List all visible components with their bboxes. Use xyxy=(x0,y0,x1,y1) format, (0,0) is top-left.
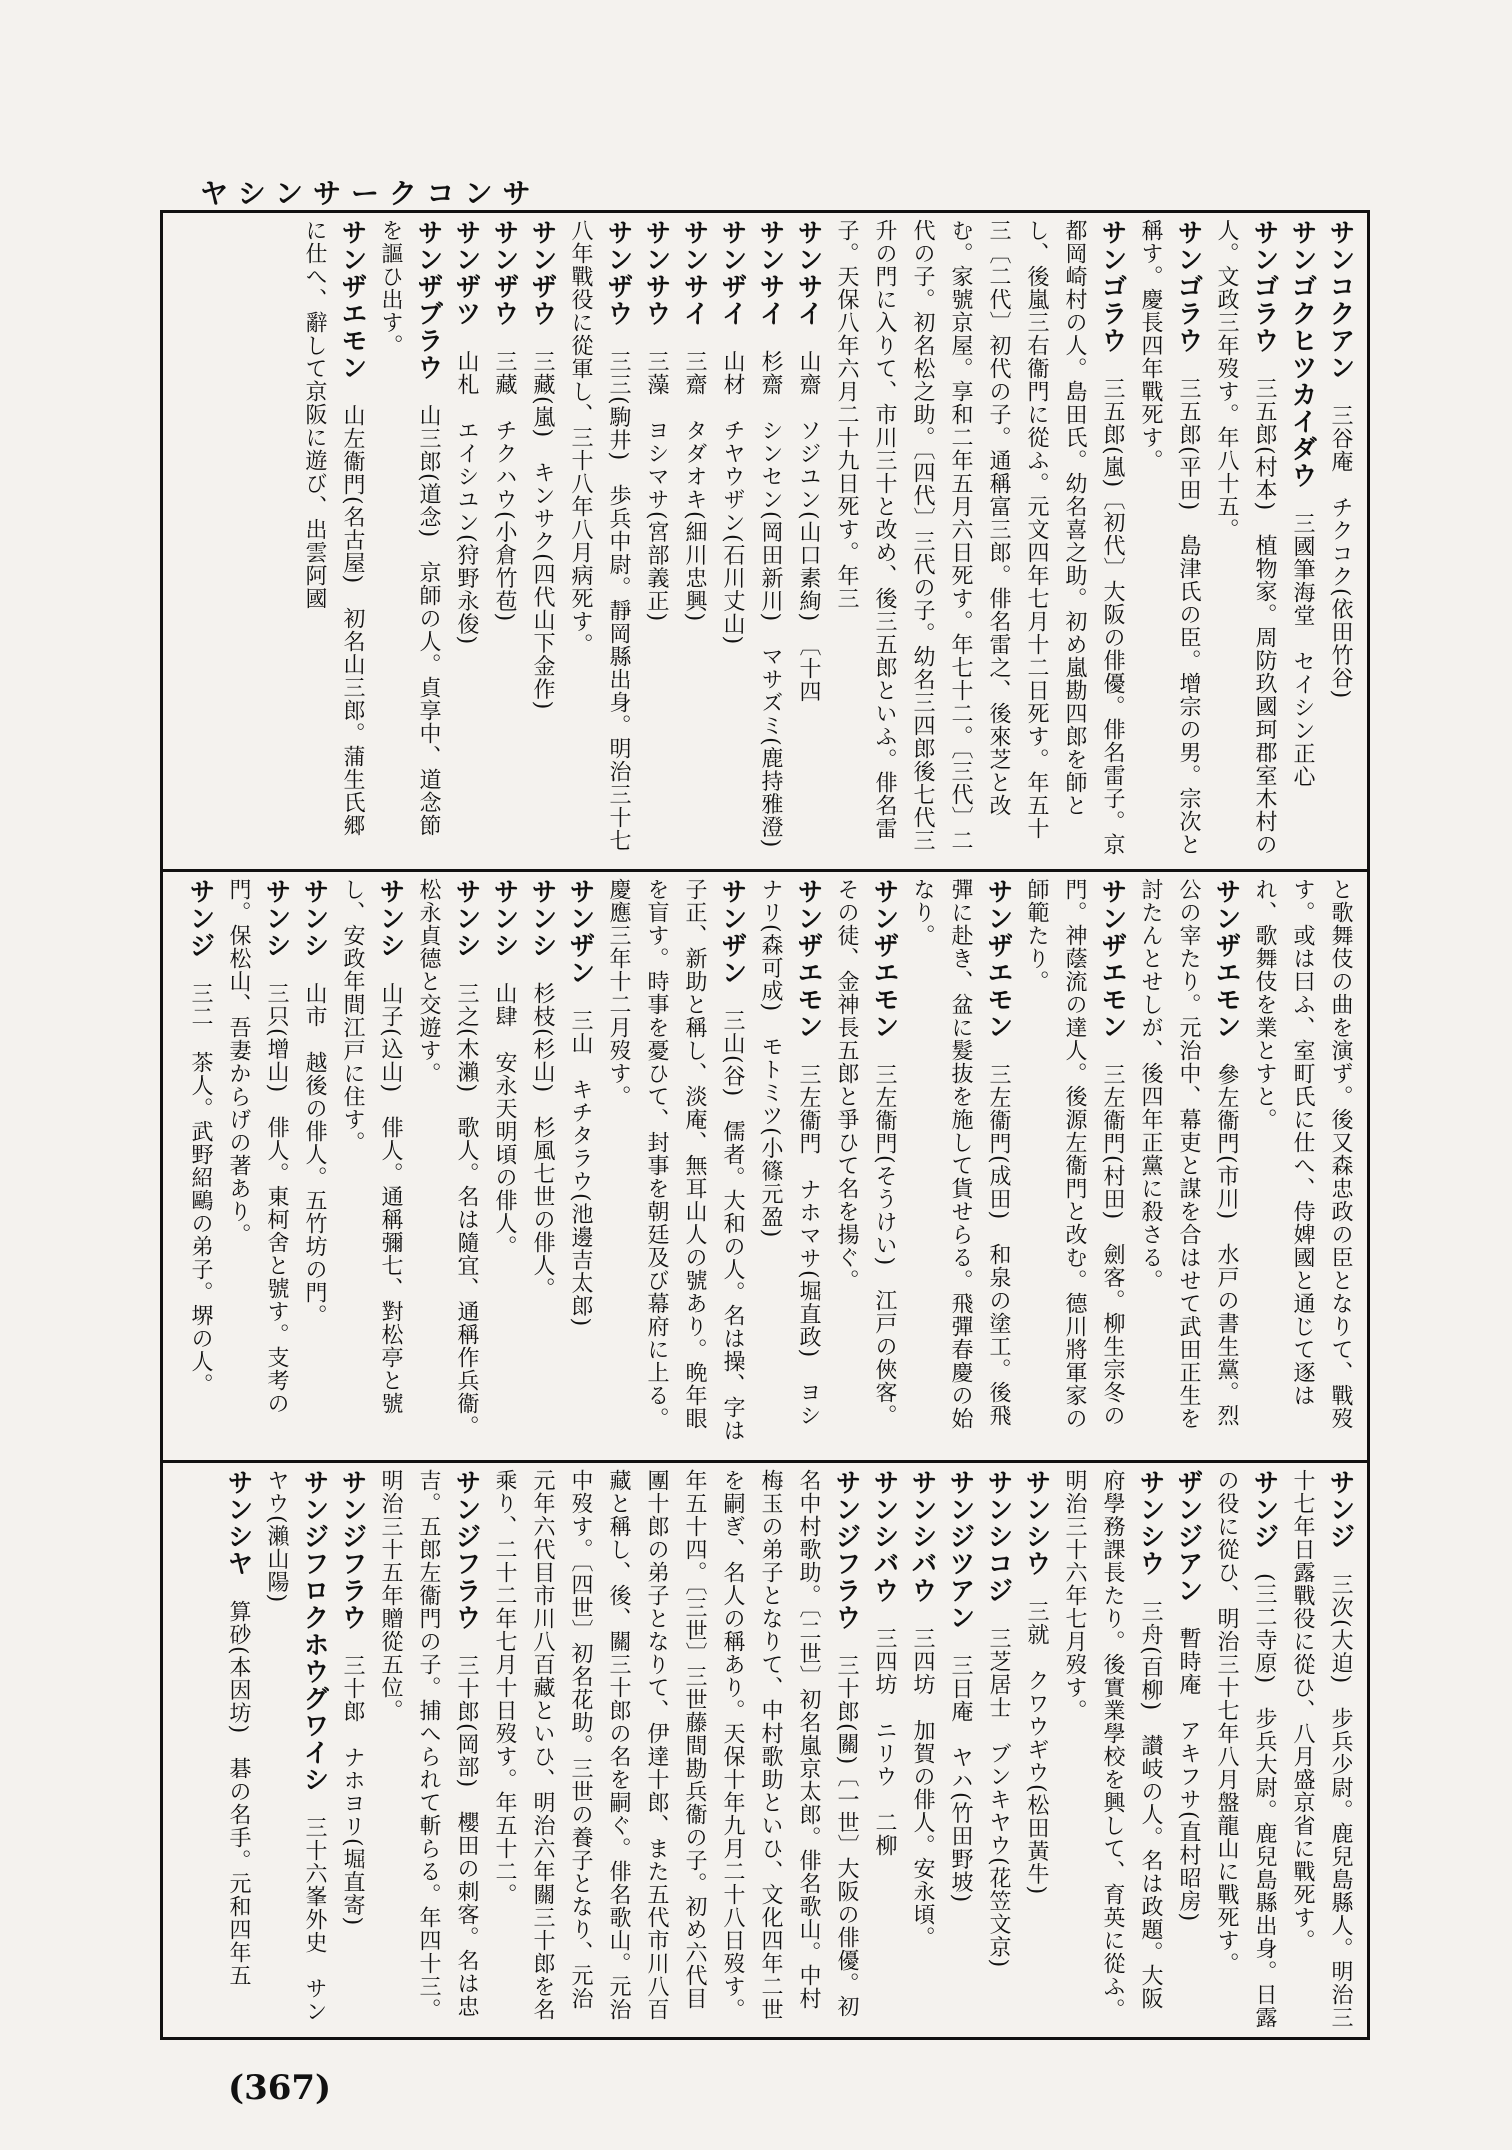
entry-headword: サンザツ xyxy=(451,219,481,327)
entry-text: 山肆 安永天明頃の俳人。 xyxy=(492,982,517,1258)
entry-headword: サンザウ xyxy=(527,219,557,327)
entry-headword: サンザウ xyxy=(489,219,519,327)
entry-headword: サンサイ xyxy=(679,219,709,327)
entry-headword: サンジフラウ xyxy=(337,1469,367,1631)
entry-headword: サンジフラウ xyxy=(831,1469,861,1631)
entry-text: 山子(込山) 俳人。通稱彌七、對松亭と號し、安政年間江戸に住す。 xyxy=(340,878,403,1416)
entry-text: 三舟(百柳) 讃岐の人。名は政題。大阪府學務課長たり。後實業學校を興して、育英に從ふ。明治三十六年七月歿す。 xyxy=(1062,1469,1163,2021)
dictionary-entry xyxy=(485,219,523,857)
entry-text: 三只(增山) 俳人。東柯舍と號す。支考の門。保松山、吾妻からげの著あり。 xyxy=(226,878,289,1416)
entry-text: 杉枝(杉山) 杉風七世の俳人。 xyxy=(530,982,555,1301)
dictionary-entry xyxy=(561,878,599,1448)
dictionary-entry xyxy=(485,1469,865,2031)
entry-headword: サンサイ xyxy=(793,219,823,327)
dictionary-entry xyxy=(1169,1469,1207,2031)
dictionary-entry xyxy=(447,219,485,857)
entry-text: 三藏 チクハウ(小倉竹苞) xyxy=(492,350,517,623)
dictionary-entry xyxy=(1055,1469,1169,2031)
entry-text: 三就 クワウギウ(松田黃牛) xyxy=(1024,1600,1049,1896)
dictionary-entry xyxy=(257,1469,333,2031)
band-lower xyxy=(163,1460,1367,2037)
entry-text: 三十郎(關)〔一世〕大阪の俳優。初名中村歌助。〔二世〕初名嵐京太郎。俳名歌山。中村梅玉の弟子となりて、中村歌助といひ、文化四年二世を嗣ぎ、名人の稱あり。天保十年九月二十八日歿す。年五十四。〔三世〕三世藤間勘兵衞の子。初め六代目團十郎の弟子となりて、伊達十郎、また五代市川八百藏と稱し、後、關三十郎の名を嗣ぐ。俳名歌山。元治中歿す。〔四世〕初名花助。三世の養子となり、元治元年六代目市川八百藏といひ、明治六年關三十郎を名乘り、二十二年七月十日歿す。年五十二。 xyxy=(492,1469,859,2021)
entry-headword: サンシ xyxy=(527,878,557,959)
dictionary-entry xyxy=(295,219,371,857)
dictionary-frame xyxy=(160,210,1370,2040)
dictionary-entry xyxy=(903,878,1017,1448)
entry-text: 三山(谷) 儒者。大和の人。名は操、字は子正、新助と稱し、淡庵、無耳山人の號あり。晩年眼を盲す。時事を憂ひて、封事を朝廷及び幕府に上る。慶應三年十二月歿す。 xyxy=(606,878,745,1443)
dictionary-entry xyxy=(1017,1469,1055,2031)
dictionary-entry xyxy=(1207,1469,1283,2031)
dictionary-entry xyxy=(599,878,751,1448)
entry-text: 杉齋 シンセン(岡田新川) マサズミ(鹿持雅澄) xyxy=(758,350,783,849)
entry-headword: サンゴクヒツカイダウ xyxy=(1287,219,1317,489)
dictionary-entry xyxy=(219,878,295,1448)
entry-text: 三芝居士 ブンキヤウ(花笠文京) xyxy=(986,1627,1011,1969)
entry-text: 山市 越後の俳人。五竹坊の門。 xyxy=(302,982,327,1327)
band-upper xyxy=(163,213,1367,863)
entry-headword: サンジツアン xyxy=(945,1469,975,1631)
entry-headword: サンザン xyxy=(717,878,747,986)
entry-text: 三五郎(平田) 島津氏の臣。增宗の男。宗次と稱す。慶長四年戰死す。 xyxy=(1138,219,1201,857)
entry-text: 山齋 ソジユン(山口素絢) 〔十四 xyxy=(796,350,821,704)
dictionary-entry xyxy=(865,1469,903,2031)
entry-text: 山左衞門(名古屋) 初名山三郎。蒲生氏郷に仕へ、辭して京阪に遊び、出雲阿國 xyxy=(302,219,365,838)
entry-headword: サンザエモン xyxy=(337,219,367,381)
entry-headword: サンゴラウ xyxy=(1173,219,1203,354)
entry-headword: サンジ xyxy=(1325,1469,1355,1550)
entry-headword: サンシ xyxy=(261,878,291,959)
entry-text: 三次(大迫) 步兵少尉。鹿兒島縣人。明治三十七年日露戰役に從ひ、八月盛京省に戰死す。 xyxy=(1290,1469,1353,2030)
entry-headword: サンコクアン xyxy=(1325,219,1355,381)
entry-headword: サンジ xyxy=(185,878,215,959)
entry-headword: ザンジアン xyxy=(1173,1469,1203,1604)
dictionary-entry xyxy=(371,1469,485,2031)
dictionary-entry xyxy=(1283,1469,1359,2031)
entry-text: 山三郎(道念) 京師の人。貞享中、道念節を謳ひ出す。 xyxy=(378,219,441,838)
entry-text: 山材 チヤウザン(石川丈山) xyxy=(720,350,745,646)
entry-text: 山札 エイシユン(狩野永俊) xyxy=(454,350,479,646)
entry-text: 三五郎(嵐)〔初代〕大阪の俳優。俳名雷子。京都岡崎村の人。島田氏。幼名喜之助。初め嵐勘四郎を師とし、後嵐三右衞門に從ふ。元文四年七月十二日死す。年五十三〔二代〕初代の子。通稱富三郎。俳名雷之、後來芝と改む。家號京屋。享和二年五月六日死す。年七十二。〔三代〕二代の子。初名松之助。〔四代〕三代の子。幼名三四郎後七代三升の門に入りて、市川三十と改め、後三五郎といふ。俳名雷子。天保八年六月二十九日死す。年三 xyxy=(834,219,1125,857)
entry-text: 參左衞門(市川) 水戸の書生黨。烈公の宰たり。元治中、幕吏と謀を合はせて武田正生を討たんとせしが、後四年正黨に殺さる。 xyxy=(1138,878,1239,1430)
entry-text: 三二 茶人。武野紹鷗の弟子。堺の人。 xyxy=(188,982,213,1396)
entry-headword: サンザン xyxy=(565,878,595,986)
dictionary-entry xyxy=(903,1469,941,2031)
entry-text: 算砂(本因坊) 碁の名手。元和四年五 xyxy=(226,1600,251,1988)
entry-headword: サンシヤ xyxy=(223,1469,253,1577)
entry-text: 三十郎 ナホヨリ(堀直寄) xyxy=(340,1654,365,1927)
dictionary-entry xyxy=(295,878,333,1448)
dictionary-entry xyxy=(941,1469,979,2031)
entry-text: と歌舞伎の曲を演ず。後又森忠政の臣となりて、戰歿す。或は曰ふ、室町氏に仕へ、侍婢國と通じて逐はれ、歌舞伎を業とすと。 xyxy=(1252,878,1353,1430)
dictionary-entry xyxy=(979,1469,1017,2031)
dictionary-entry xyxy=(333,1469,371,2031)
entry-headword: サンシバウ xyxy=(907,1469,937,1604)
dictionary-entry xyxy=(333,878,409,1448)
entry-text: 三十郎(岡部) 櫻田の刺客。名は忠吉。五郎左衞門の子。捕へられて斬らる。年四十三。明治三十五年贈從五位。 xyxy=(378,1469,479,2021)
entry-headword: サンジフロクホウグワイシ xyxy=(299,1469,329,1793)
dictionary-entry xyxy=(1283,219,1321,857)
entry-text: 三左衞門(そうけい) 江戸の俠客。その徒、金神長五郎と爭ひて名を揚ぐ。 xyxy=(834,878,897,1428)
dictionary-entry xyxy=(751,878,827,1448)
entry-text: 三藻 ヨシマサ(宮部義正) xyxy=(644,350,669,623)
entry-text: 三山 キチタラウ(池邊吉太郎) xyxy=(568,1009,593,1328)
entry-text: 三四坊 ニリウ 二柳 xyxy=(872,1627,897,1857)
dictionary-entry xyxy=(523,219,561,857)
entry-text: 三之(木瀨) 歌人。名は隨宜、通稱作兵衞。松永貞德と交遊す。 xyxy=(416,878,479,1439)
entry-headword: サンザブラウ xyxy=(413,219,443,381)
entry-headword: サンシ xyxy=(489,878,519,959)
dictionary-entry xyxy=(751,219,789,857)
dictionary-entry xyxy=(637,219,675,857)
entry-headword: サンシウ xyxy=(1021,1469,1051,1577)
entry-headword: サンシバウ xyxy=(869,1469,899,1604)
dictionary-entry xyxy=(713,219,751,857)
entry-headword: サンゴラウ xyxy=(1097,219,1127,354)
entry-headword: サンシ xyxy=(375,878,405,959)
dictionary-entry xyxy=(523,878,561,1448)
dictionary-entry xyxy=(789,219,827,857)
dictionary-entry xyxy=(675,219,713,857)
dictionary-entry xyxy=(181,878,219,1448)
entry-headword: サンシコジ xyxy=(983,1469,1013,1604)
entry-headword: サンサウ xyxy=(641,219,671,327)
entry-text: 三十六峯外史 サンヤウ(瀨山陽) xyxy=(264,1469,327,2023)
entry-headword: サンザエモン xyxy=(793,878,823,1040)
dictionary-entry xyxy=(1131,878,1245,1448)
entry-headword: サンザエモン xyxy=(1097,878,1127,1040)
entry-text: 三齋 タダオキ(細川忠興) xyxy=(682,350,707,623)
entry-headword: サンゴラウ xyxy=(1249,219,1279,354)
dictionary-entry xyxy=(561,219,637,857)
dictionary-entry xyxy=(485,878,523,1448)
entry-headword: サンジ xyxy=(1249,1469,1279,1550)
entry-text: 三四坊 加賀の俳人。安永頃。 xyxy=(910,1627,935,1949)
dictionary-entry xyxy=(1207,219,1283,857)
entry-text: 三左衞門(村田) 劍客。柳生宗冬の門。神蔭流の達人。後源左衞門と改む。德川將軍家の師範たり。 xyxy=(1024,878,1125,1430)
entry-headword: サンザウ xyxy=(603,219,633,327)
entry-text: 三左衞門 ナホマサ(堀直政) ヨシナリ(森可成) モトミツ(小篠元盈) xyxy=(758,878,821,1428)
entry-headword: サンシ xyxy=(299,878,329,959)
entry-headword: サンザエモン xyxy=(1211,878,1241,1040)
dictionary-entry xyxy=(1321,219,1359,857)
dictionary-entry xyxy=(1131,219,1207,857)
entry-headword: サンジフラウ xyxy=(451,1469,481,1631)
entry-text: 三藏(嵐) キンサク(四代山下金作) xyxy=(530,350,555,711)
entry-text: 三三(駒井) 歩兵中尉。靜岡縣出身。明治三十七八年戰役に從軍し、三十八年八月病死す。 xyxy=(568,219,631,853)
entry-headword: サンシ xyxy=(451,878,481,959)
entry-headword: サンザエモン xyxy=(983,878,1013,1040)
dictionary-entry xyxy=(219,1469,257,2031)
band-middle xyxy=(163,869,1367,1454)
entry-text: 三日庵 ヤハ(竹田野坡) xyxy=(948,1654,973,1904)
entry-text: 三五郎(村本) 植物家。周防玖國珂郡室木村の人。文政三年歿す。年八十五。 xyxy=(1214,219,1277,857)
page-number: (367) xyxy=(228,2068,332,2108)
running-header: ヤシンサークコンサ xyxy=(200,177,541,210)
dictionary-entry xyxy=(1245,878,1359,1448)
dictionary-entry xyxy=(827,878,903,1448)
entry-text: (三二寺原) 步兵大尉。鹿兒島縣出身。日露の役に從ひ、明治三十七年八月盤龍山に戰死す。 xyxy=(1214,1469,1277,2030)
dictionary-entry xyxy=(827,219,1131,857)
entry-text: 三左衞門(成田) 和泉の塗工。後飛彈に赴き、盆に髮抜を施して貨せらる。飛彈春慶の始なり。 xyxy=(910,878,1011,1430)
entry-text: 暫時庵 アキフサ(直村昭房) xyxy=(1176,1627,1201,1923)
entry-headword: サンザエモン xyxy=(869,878,899,1040)
entry-headword: サンサイ xyxy=(755,219,785,327)
entry-headword: サンシウ xyxy=(1135,1469,1165,1577)
dictionary-entry xyxy=(409,878,485,1448)
dictionary-entry xyxy=(371,219,447,857)
entry-text: 三國筆海堂 セイシン正心 xyxy=(1290,512,1315,788)
entry-text: 三谷庵 チクコク(依田竹谷) xyxy=(1328,404,1353,700)
entry-headword: サンザイ xyxy=(717,219,747,327)
dictionary-entry xyxy=(1017,878,1131,1448)
